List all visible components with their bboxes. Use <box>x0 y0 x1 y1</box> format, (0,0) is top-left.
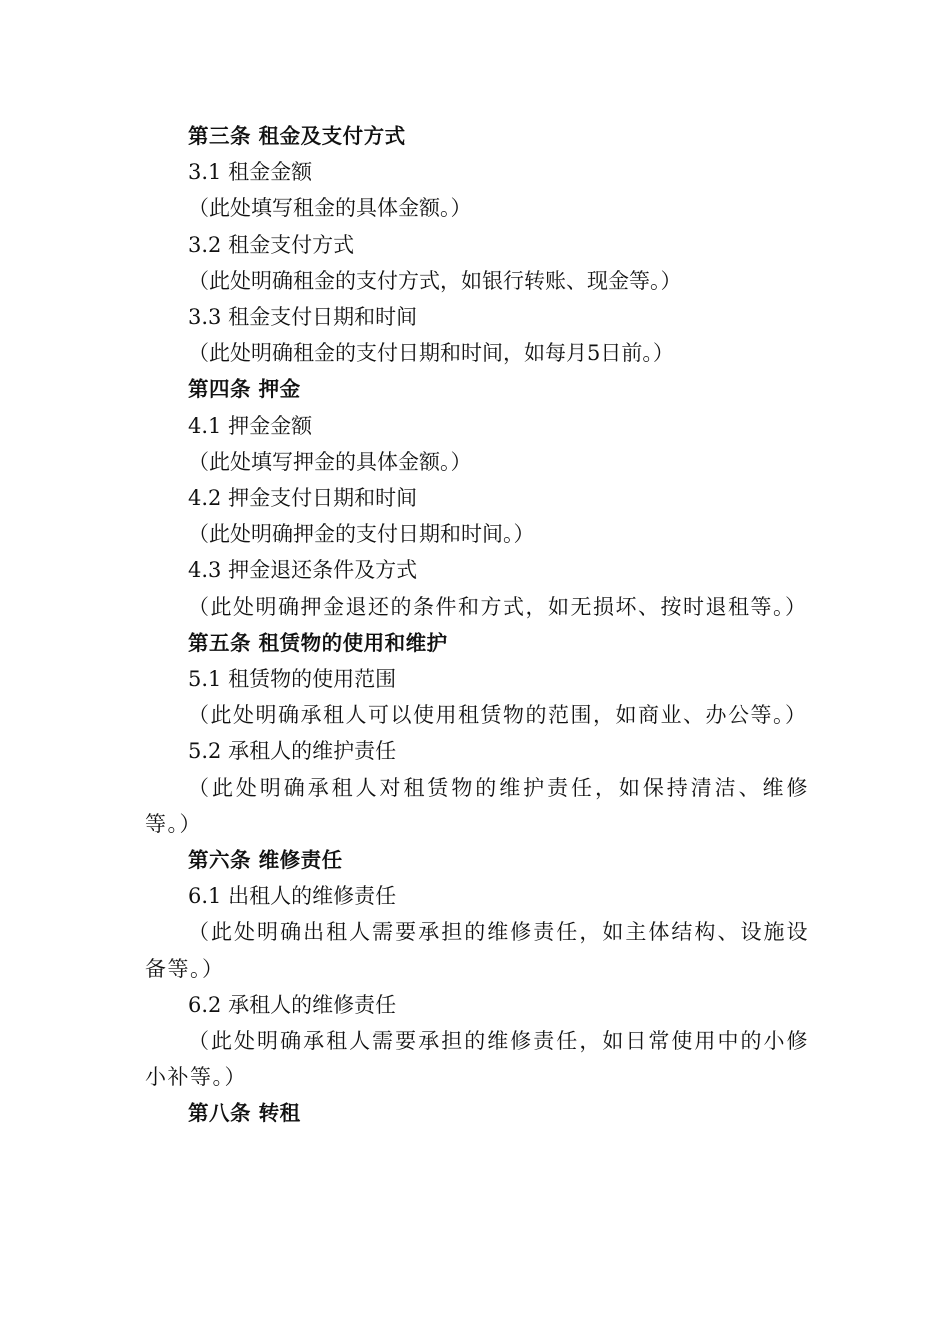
placeholder-text: （此处填写租金的具体金额。） <box>188 196 472 221</box>
section-heading: 第三条 租金及支付方式 <box>188 124 406 148</box>
section-heading: 第六条 维修责任 <box>188 848 343 873</box>
section-heading: 第五条 租赁物的使用和维护 <box>188 630 448 655</box>
subsection-title: 4.1 押金金额 <box>188 413 313 438</box>
subsection-title: 5.2 承租人的维护责任 <box>188 739 397 764</box>
placeholder-paragraph: （此处明确出租人需要承担的维修责任，如主体结构、设施设备等。） <box>145 920 809 981</box>
section-heading: 第八条 转租 <box>188 1101 301 1126</box>
placeholder-text: （此处明确租金的支付方式，如银行转账、现金等。） <box>188 268 682 293</box>
placeholder-text: （此处填写押金的具体金额。） <box>188 449 472 474</box>
placeholder-paragraph: （此处明确承租人对租赁物的维护责任，如保持清洁、维修等。） <box>145 775 809 836</box>
subsection-title: 3.1 租金金额 <box>188 160 313 185</box>
document-body <box>145 118 809 1132</box>
subsection-title: 5.1 租赁物的使用范围 <box>188 667 397 692</box>
placeholder-text: （此处明确押金的支付日期和时间。） <box>188 522 535 547</box>
subsection-title: 6.2 承租人的维修责任 <box>188 992 397 1017</box>
placeholder-paragraph: （此处明确押金退还的条件和方式，如无损坏、按时退租等。） <box>188 594 808 619</box>
section-heading: 第四条 押金 <box>188 377 301 402</box>
subsection-title: 3.3 租金支付日期和时间 <box>188 305 418 330</box>
subsection-title: 6.1 出租人的维修责任 <box>188 884 397 909</box>
subsection-title: 3.2 租金支付方式 <box>188 232 355 257</box>
placeholder-paragraph: （此处明确承租人可以使用租赁物的范围，如商业、办公等。） <box>188 703 808 728</box>
subsection-title: 4.3 押金退还条件及方式 <box>188 558 418 583</box>
subsection-title: 4.2 押金支付日期和时间 <box>188 486 418 511</box>
placeholder-text: （此处明确租金的支付日期和时间，如每月5日前。） <box>188 341 674 366</box>
placeholder-paragraph: （此处明确承租人需要承担的维修责任，如日常使用中的小修小补等。） <box>145 1029 809 1090</box>
